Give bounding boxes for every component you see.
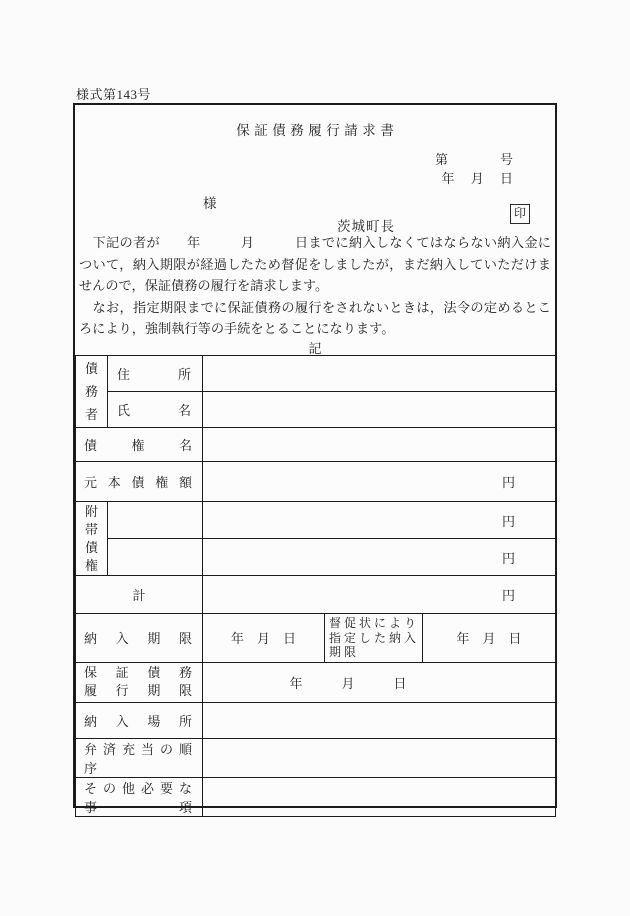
appropriation-order-label: 弁 済 充 当 の 順 序	[76, 738, 203, 777]
incidental-amount-cell-2: 円	[203, 539, 556, 576]
payment-deadline-date-cell: 年 月 日	[203, 614, 325, 663]
address-label: 住 所	[108, 356, 203, 392]
payment-deadline-label: 納 入 期 限	[76, 614, 203, 663]
reminder-deadline-date-cell: 年 月 日	[423, 614, 556, 663]
guarantee-deadline-label-line2: 履 行 期 限	[84, 683, 192, 698]
request-details-table	[75, 355, 556, 817]
name-blank-cell	[203, 392, 556, 428]
row-appropriation-order	[76, 738, 556, 777]
incidental-sublabel-blank-2	[108, 539, 203, 576]
row-payment-place	[76, 702, 556, 738]
incidental-group-label: 附帯債権	[84, 503, 98, 573]
debtor-group-label: 債務者	[84, 361, 98, 422]
document-title: 保証債務履行請求書	[236, 123, 399, 138]
seal-mark: 印	[510, 204, 530, 224]
appropriation-order-blank-cell	[203, 738, 556, 777]
row-other-items	[76, 777, 556, 816]
re-mark: 記	[308, 341, 322, 356]
guarantee-deadline-label-cell	[76, 662, 203, 702]
document-frame	[73, 103, 557, 815]
guarantee-deadline-date-cell: 年 月 日	[203, 662, 556, 702]
principal-label: 元 本 債 権 額	[76, 462, 203, 502]
incidental-sublabel-blank-1	[108, 502, 203, 539]
row-incidental-1	[76, 502, 556, 539]
row-debtor-name	[76, 392, 556, 428]
paragraph-notice: なお，指定期限までに保証債務の履行をされないときは，法令の定めるところにより，強制執行等の手続をとることになります。	[79, 299, 551, 336]
incidental-group-label-cell	[76, 502, 108, 576]
doc-number-block	[435, 150, 513, 188]
incidental-amount-cell-1: 円	[203, 502, 556, 539]
row-principal-amount	[76, 462, 556, 502]
debtor-group-label-cell	[76, 356, 108, 428]
row-total	[76, 576, 556, 614]
row-payment-deadline	[76, 614, 556, 663]
payment-place-blank-cell	[203, 702, 556, 738]
body-paragraphs	[79, 232, 551, 340]
other-items-blank-cell	[203, 777, 556, 816]
row-guarantee-deadline	[76, 662, 556, 702]
address-blank-cell	[203, 356, 556, 392]
reminder-deadline-label: 督促状により指定した納入期限	[325, 614, 423, 663]
total-label: 計	[76, 576, 203, 614]
doc-number-line: 第 号	[434, 152, 513, 167]
paragraph-request: 下記の者が 年 月 日までに納入しなくてはならない納入金について，納入期限が経過したため督促をしましたが，まだ納入していただけませんので，保証債務の履行を請求します。	[79, 235, 551, 293]
sender-name: 茨城町長	[337, 219, 395, 234]
total-amount-cell: 円	[203, 576, 556, 614]
principal-amount-cell: 円	[203, 462, 556, 502]
guarantee-deadline-label-line1: 保 証 債 務	[84, 665, 192, 680]
payment-place-label: 納 入 場 所	[76, 702, 203, 738]
other-items-label: そ の 他 必 要 な 事 項	[76, 777, 203, 816]
row-incidental-2	[76, 539, 556, 576]
claim-name-label: 債 権 名	[76, 428, 203, 462]
form-number-label: 様式第143号	[76, 87, 152, 102]
doc-date-line: 年 月 日	[441, 171, 513, 186]
claim-name-blank-cell	[203, 428, 556, 462]
addressee-suffix: 様	[203, 196, 217, 211]
row-debtor-address	[76, 356, 556, 392]
name-label: 氏 名	[108, 392, 203, 428]
row-claim-name	[76, 428, 556, 462]
